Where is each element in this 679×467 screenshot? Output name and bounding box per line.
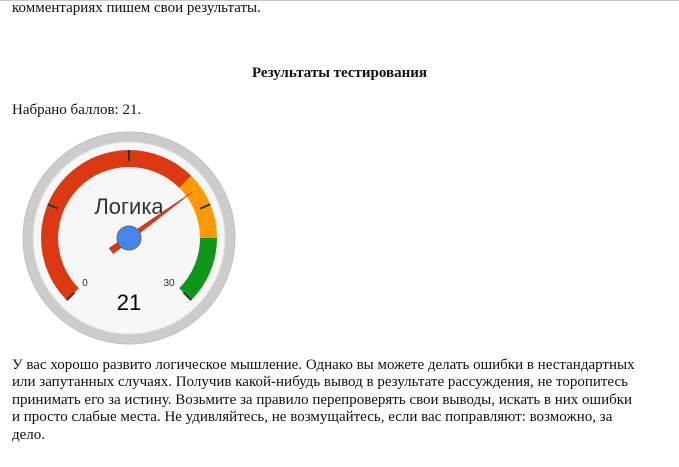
gauge-min-label: 0 <box>82 278 88 289</box>
result-description: У вас хорошо развито логическое мышление. Однако вы можете делать ошибки в нестандартных или запутанных случаях. Получив какой-нибудь вывод в результате рассуждения, не торопитесь принимать его за истину. Возьмите за правило перепроверять свои выводы, искать в них ошибки и просто слабые места. Не удивляйтесь, не возмущайтесь, если вас поправляют: возможно, за дело. <box>12 357 635 443</box>
score-gauge <box>21 130 237 346</box>
gauge-hub <box>117 226 141 250</box>
score-line: Набрано баллов: 21. <box>12 102 142 118</box>
intro-text: комментариях пишем свои результаты. <box>12 0 261 16</box>
gauge-value-text: 21 <box>116 290 142 315</box>
gauge-max-label: 30 <box>163 278 175 289</box>
results-title: Результаты тестирования <box>251 65 428 81</box>
gauge-label: Логика <box>94 194 164 219</box>
